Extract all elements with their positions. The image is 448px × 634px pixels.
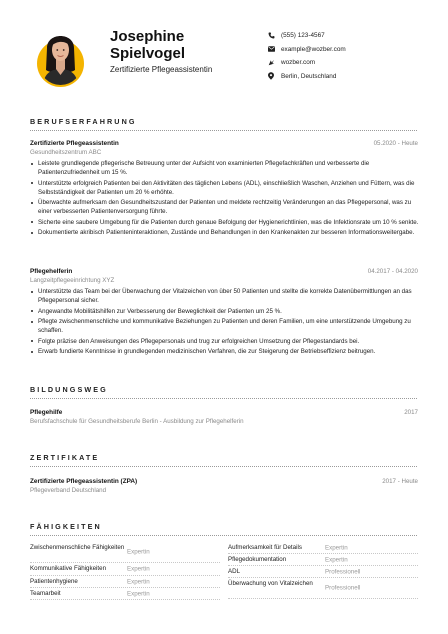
list-item: Pflegte zwischenmenschliche und kommunikative Beziehungen zu Patienten und deren Familien, um eine unterstützende Umgebung zu schaffen.	[30, 317, 420, 335]
first-name: Josephine	[110, 28, 185, 45]
job-2-bullets	[30, 287, 420, 358]
certificate-date: 2017 - Heute	[382, 478, 418, 485]
skill-level: Expertin	[127, 590, 150, 597]
skill-name: ADL	[228, 568, 241, 575]
phone-icon	[268, 32, 281, 39]
section-title-skills: FÄHIGKEITEN	[30, 522, 102, 531]
candidate-name	[110, 28, 250, 62]
skill-level: Expertin	[127, 548, 150, 556]
section-divider	[30, 130, 417, 131]
job-title: Zertifizierte Pflegeassistentin	[110, 65, 213, 74]
skill-level: Professionell	[325, 568, 361, 575]
skill-name: Überwachung von Vitalzeichen	[228, 580, 313, 587]
contact-website[interactable]	[268, 56, 438, 70]
list-item: Angewandte Mobilitätshilfen zur Verbesserung der Beweglichkeit der Patienten um 25 %.	[30, 307, 420, 316]
last-name: Spielvogel	[110, 45, 186, 62]
list-item: Folgte präzise den Anweisungen des Pflegepersonals und trug zur erfolgreichen Umsetzung der Pflegestandards bei.	[30, 337, 420, 346]
list-item: Dokumentierte akribisch Patienteninteraktionen, Zustände und Behandlungen in den Krankenakten zur besseren Informationsweitergabe.	[30, 228, 420, 237]
list-item: Erwarb fundierte Kenntnisse in grundlegenden medizinischen Verfahren, die zur Steigerung der Betriebseffizienz beitrugen.	[30, 347, 420, 356]
skill-row	[30, 542, 220, 563]
contact-email-text[interactable]: example@wozber.com	[281, 45, 346, 53]
contact-location	[268, 70, 438, 84]
list-item: Sicherte eine saubere Umgebung für die Patienten durch genaue Befolgung der Hygienerichtlinien, was die Infektionsrate um 10 % senkte.	[30, 218, 420, 227]
education-date: 2017	[404, 409, 418, 416]
avatar	[39, 26, 82, 85]
job-2-title: Pflegehelferin	[30, 268, 73, 275]
skill-row	[228, 566, 418, 578]
skill-row	[228, 542, 418, 554]
skill-level: Expertin	[127, 565, 150, 573]
job-1-bullets	[30, 159, 420, 239]
contact-email[interactable]	[268, 43, 438, 57]
contact-location-text: Berlin, Deutschland	[281, 72, 337, 80]
contact-website-text[interactable]: wozber.com	[281, 59, 316, 67]
skill-row	[30, 563, 220, 576]
skill-name: Zwischenmenschliche Fähigkeiten	[30, 544, 125, 551]
skill-name: Patientenhygiene	[30, 578, 78, 585]
skill-name: Pflegedokumentation	[228, 556, 287, 563]
email-icon	[268, 46, 281, 52]
skills-right-column	[228, 542, 418, 599]
skill-name: Aufmerksamkeit für Details	[228, 544, 302, 551]
link-icon	[268, 59, 281, 66]
list-item: Leistete grundlegende pflegerische Betreuung unter der Aufsicht von examinierten Pflegefachkräften und verbesserte die Patientenzufriedenheit um 15 %.	[30, 159, 420, 177]
skill-level: Expertin	[325, 544, 348, 551]
education-title: Pflegehilfe	[30, 409, 63, 416]
section-divider	[30, 398, 417, 399]
skill-name: Teamarbeit	[30, 590, 61, 597]
section-title-experience: BERUFSERFAHRUNG	[30, 117, 137, 126]
job-2-company: Langzeitpflegeeinrichtung XYZ	[30, 277, 115, 284]
skill-row	[30, 588, 220, 600]
job-1-title: Zertifizierte Pflegeassistentin	[30, 140, 119, 147]
skill-level: Professionell	[325, 584, 361, 592]
education-school: Berufsfachschule für Gesundheitsberufe Berlin - Ausbildung zur Pflegehelferin	[30, 418, 244, 425]
skill-row	[228, 578, 418, 599]
job-1-company: Gesundheitszentrum ABC	[30, 149, 102, 156]
certificate-title: Zertifizierte Pflegeassistentin (ZPA)	[30, 478, 138, 485]
contact-phone	[268, 29, 438, 43]
skill-level: Expertin	[325, 556, 348, 563]
list-item: Überwachte aufmerksam den Gesundheitszustand der Patienten und meldete rechtzeitig Veränderungen an das Pflegepersonal, was zu einer verbesserten Patientenversorgung führte.	[30, 198, 420, 216]
section-title-education: BILDUNGSWEG	[30, 385, 108, 394]
location-pin-icon	[268, 72, 281, 80]
contact-list	[268, 29, 438, 83]
section-divider	[30, 466, 417, 467]
list-item: Unterstützte das Team bei der Überwachung der Vitalzeichen von über 50 Patienten und stellte die korrekte Datenübermittlungen an das Pflegepersonal sicher.	[30, 287, 420, 305]
profile-photo	[37, 26, 84, 88]
skills-left-column	[30, 542, 220, 600]
skill-name: Kommunikative Fähigkeiten	[30, 565, 107, 572]
skill-row	[30, 576, 220, 588]
job-2-date: 04.2017 - 04.2020	[367, 268, 418, 275]
skill-row	[228, 554, 418, 566]
job-1-date: 05.2020 - Heute	[373, 140, 418, 147]
list-item: Unterstützte erfolgreich Patienten bei den Aktivitäten des täglichen Lebens (ADL), einschließlich Waschen, Anziehen und Füttern, was die Selbstständigkeit der Patienten um 20 % erhöhte.	[30, 179, 420, 197]
section-title-certificates: ZERTIFIKATE	[30, 453, 100, 462]
skill-level: Expertin	[127, 578, 150, 585]
certificate-issuer: Pflegeverband Deutschland	[30, 487, 107, 494]
contact-phone-text: (555) 123-4567	[281, 32, 325, 40]
section-divider	[30, 535, 417, 536]
